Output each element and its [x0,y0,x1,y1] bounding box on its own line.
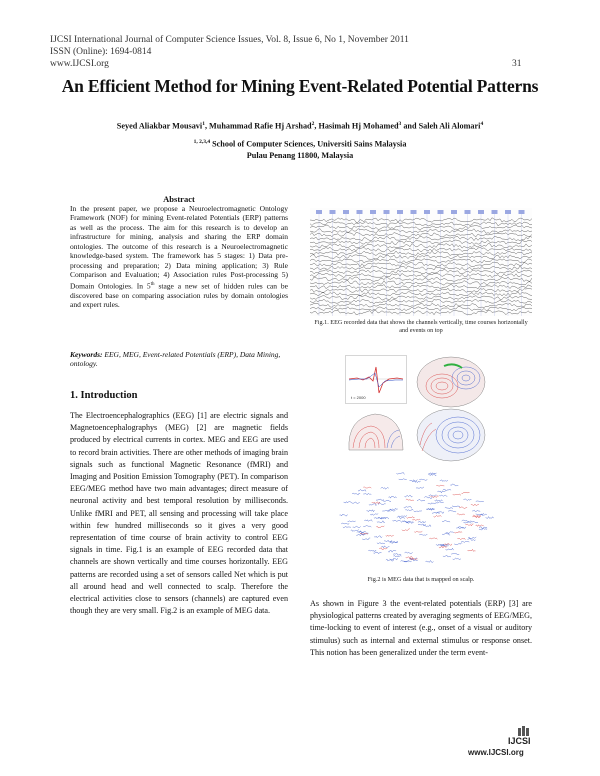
meg-sensor-trace [418,521,426,523]
keywords-label: Keywords: [70,350,103,359]
meg-sensor-trace [414,531,422,532]
meg-sensor-trace [463,499,471,501]
author-sup: 4 [480,121,484,127]
meg-sensor-trace [442,520,450,522]
meg-sensor-trace [343,526,351,527]
eeg-channel-trace [310,236,532,241]
meg-sensor-trace [412,519,420,520]
meg-sensor-trace [393,555,401,556]
eeg-channel-trace [310,273,532,278]
meg-sensor-trace [405,552,413,554]
event-marker [424,210,430,214]
meg-sensor-trace [436,485,444,486]
meg-sensor-trace [457,514,465,515]
eeg-channel-trace [310,281,532,286]
meg-sensor-trace [437,491,445,493]
meg-sensor-trace [353,526,361,528]
meg-sensor-trace [352,493,360,495]
meg-sensor-trace [423,525,431,527]
meg-sensor-trace [417,499,425,501]
meg-sensor-trace [358,490,366,492]
meg-sensor-trace [476,525,484,527]
affiliation [0,137,600,161]
meg-sensor-trace [367,510,375,512]
meg-sensor-trace [393,554,401,556]
meg-sensor-trace [389,496,397,498]
meg-sensor-trace [407,517,415,519]
meg-sensor-trace [370,513,378,515]
meg-sensor-trace [381,546,389,548]
meg-sensor-trace [341,523,349,524]
meg-sensor-layout [338,468,494,572]
meg-sensor-trace [453,494,461,495]
meg-sensor-trace [393,520,401,521]
meg-sensor-trace [379,548,387,550]
event-marker [357,210,363,214]
meg-sensor-trace [351,530,359,532]
page-number: 31 [512,59,522,69]
meg-sensor-trace [376,526,384,528]
meg-sensor-trace [443,489,451,491]
meg-sensor-trace [451,553,459,554]
meg-sensor-trace [416,487,424,489]
meg-sensor-trace [468,549,476,551]
meg-sensor-trace [405,496,413,498]
meg-sensor-trace [374,552,382,554]
author-name: Muhammad Rafie Hj Arshad [209,121,312,131]
meg-sensor-trace [468,537,476,539]
meg-sensor-trace [419,479,427,480]
eeg-channel-trace [310,270,532,275]
right-column-text: As shown in Figure 3 the event-related potentials (ERP) [3] are physiological patterns created by averaging segments of EEG/MEG, time-locking to event of interest (e.g., onset of a visual or auditory stimulus) such as internal and external stimulus or response onset. This notion has been generalized under the term event- [310,599,532,657]
eeg-figure [310,208,532,316]
meg-sensor-trace [405,509,413,511]
event-marker [465,210,471,214]
meg-sensor-trace [486,517,494,519]
meg-sensor-trace [434,516,442,518]
meg-scalp-map-top [414,352,489,410]
meg-sensor-trace [406,557,414,559]
meg-sensor-trace [448,510,456,512]
meg-sensor-trace [376,499,384,501]
meg-sensor-trace [439,495,447,496]
eeg-channel-trace [310,251,532,256]
meg-sensor-trace [454,543,462,545]
meg-sensor-trace [382,510,390,511]
meg-sensor-trace [426,561,434,563]
meg-sensor-trace [401,521,409,522]
meg-sensor-trace [363,493,371,494]
event-marker [505,210,511,214]
event-marker [316,210,322,214]
keywords [70,350,288,369]
meg-sensor-trace [464,522,472,523]
meg-sensor-trace [388,550,396,552]
meg-sensor-trace [406,499,414,501]
journal-url: www.IJCSI.org [50,59,109,69]
meg-sensor-trace [399,515,407,517]
eeg-channel-trace [310,310,532,315]
meg-sensor-trace [404,507,412,509]
event-marker [519,210,525,214]
and-word: and [403,121,417,131]
affil-sup: 1, 2,3,4 [193,139,211,145]
eeg-channel-trace [310,247,532,252]
abstract-body: In the present paper, we propose a Neuroelectromagnetic Ontology Framework (NOF) for mining Event-related Potentials (ERP) patterns as well as the process. The aim for this research is to develop an infrastructure for mining, analysis and sharing the ERP domain ontologies. The outcome of this research is a Neuroelectromagnetic knowledge-based system. The framework has 5 stages: 1) Data pre-processing and preparation; 2) Data mining application; 3) Rule Comparison and Evaluation; 4) Association rules Post-processing 5) Domain Ontologies. In 5 [70,204,288,291]
eeg-channel-trace [310,255,532,260]
meg-sensor-trace [419,534,427,535]
meg-sensor-trace [372,502,380,504]
meg-sensor-trace [386,535,394,537]
event-marker [397,210,403,214]
meg-sensor-trace [381,487,389,489]
meg-sensor-trace [439,546,447,548]
journal-line: IJCSI International Journal of Computer Science Issues, Vol. 8, Issue 6, No 1, November 2011 [50,35,409,45]
meg-sensor-trace [390,508,398,510]
meg-sensor-trace [429,538,437,540]
event-marker [411,210,417,214]
eeg-channel-trace [310,307,532,311]
eeg-channel-trace [310,266,532,271]
meg-sensor-trace [377,542,385,543]
abstract-sup: th [150,281,155,287]
inset-label: t = 2000 [351,395,366,400]
meg-sensor-trace [461,542,469,543]
meg-sensor-trace [446,548,454,550]
meg-sensor-trace [476,513,484,515]
introduction-text: The Electroencephalographics (EEG) [1] are electric signals and Magnetoencephalographys (MEG) [2] are magnetic fields produced by electrical currents in cortex. MEG and EEG are used to record brain activities. There are other methods of imaging brain signals such as functional Magnetic Resonance (fMRI) and Imaging and Position Emission Tomography (PET). In comparison EEG/MEG method have two main advantages; direct measure of neuronal activity and best temporal resolution by milliseconds. Unlike fMRI and PET, all sensing and processing will take place within few hundred milliseconds so it gives a very good representation of time course of brain activity to control EEG signals in time. Fig.1 is an example of EEG recorded data that channels are shown vertically and time courses horizontally. EEG patterns are recorded using a set of sensors called Net which is put all around head and well connected to scalp. Therefore the electrical activities close to sensors (channels) are captured even though they are very small. Fig.2 is an example of MEG data. [70,411,288,616]
meg-sensor-trace [459,507,467,509]
author-name: Saleh Ali Alomari [418,121,481,131]
author-sup: 3 [398,121,402,127]
meg-waveform-inset [345,355,407,404]
author-sup: 1 [202,121,205,127]
meg-sensor-trace [454,531,462,533]
meg-sensor-trace [476,501,484,502]
event-marker [370,210,376,214]
meg-sensor-trace [364,520,372,522]
eeg-channel-trace [310,240,532,245]
meg-sensor-trace [462,520,470,522]
meg-sensor-trace [472,510,480,512]
eeg-channel-trace [310,299,532,304]
meg-sensor-trace [435,500,443,502]
meg-scalp-map-side [345,410,407,455]
meg-sensor-trace [450,484,458,486]
eeg-channel-trace [310,285,532,289]
logo-name: IJCSI [508,736,531,746]
meg-sensor-trace [452,506,460,507]
eeg-channel-trace [310,229,532,234]
running-header [50,34,409,70]
meg-sensor-trace [340,514,348,516]
eeg-channel-trace [310,277,532,282]
fig1-caption: Fig.1. EEG recorded data that shows the channels vertically, time courses horizontally and events on top [314,319,528,335]
event-marker [330,210,336,214]
meg-sensor-trace [453,558,461,560]
meg-sensor-trace [465,524,473,526]
meg-sensor-trace [446,532,454,534]
meg-sensor-trace [397,517,405,519]
meg-sensor-trace [348,521,356,522]
eeg-channel-trace [310,222,532,227]
meg-sensor-trace [440,480,448,482]
eeg-channel-trace [310,262,532,267]
meg-sensor-trace [402,529,410,531]
logo-url: www.IJCSI.org [468,748,524,757]
event-marker [451,210,457,214]
meg-sensor-trace [383,500,391,501]
author-name: Seyed Aliakbar Mousavi [116,121,203,131]
meg-sensor-trace [424,497,432,499]
fig2-caption: Fig.2 is MEG data that is mapped on scalp. [367,576,475,583]
meg-sensor-trace [468,539,476,541]
event-marker [384,210,390,214]
meg-sensor-trace [471,504,479,505]
meg-sensor-trace [363,526,371,527]
eeg-channel-trace [310,218,532,223]
meg-sensor-trace [445,507,453,509]
eeg-channel-trace [310,296,532,301]
author-list: Seyed Aliakbar Mousavi$^1$, Muhammad Rafie Hj Arshad$^2$, Hasimah Hj Mohamed$^3$ and Saleh Ali Alomari$^4$ [116,121,484,131]
issn-line: ISSN (Online): 1694-0814 [50,47,152,57]
eeg-channel-trace [310,303,532,307]
meg-sensor-trace [363,487,371,488]
paper-title: An Efficient Method for Mining Event-Related Potential Patterns [61,76,539,96]
abstract-heading: Abstract [163,194,195,204]
event-marker [438,210,444,214]
meg-sensor-trace [428,503,436,505]
abstract-body-cont: stage a new set of hidden rules can be discovered base on comparing association rules by domain ontologies and expert rules. [70,281,288,310]
abstract-text [70,204,288,309]
affil-line-2: Pulau Penang 11800, Malaysia [246,150,354,160]
eeg-channel-trace [310,244,532,249]
event-marker [343,210,349,214]
meg-sensor-trace [362,538,370,540]
meg-sensor-trace [443,555,451,557]
eeg-channel-trace [310,288,532,292]
meg-sensor-trace [413,481,421,483]
meg-sensor-trace [470,521,478,523]
meg-sensor-trace [462,492,470,493]
meg-scalp-map-back [414,405,489,463]
meg-sensor-trace [429,473,437,474]
section-heading-introduction: 1. Introduction [70,390,138,401]
keywords-list: EEG, MEG, Event-related Potentials (ERP), Data Mining, ontology. [70,350,281,369]
meg-sensor-trace [436,502,444,503]
meg-sensor-trace [414,511,422,512]
meg-sensor-trace [429,495,437,496]
meg-sensor-trace [344,502,352,504]
meg-sensor-trace [368,550,376,552]
eeg-channel-trace [310,292,532,296]
meg-sensor-trace [399,479,407,480]
meg-sensor-trace [374,536,382,538]
event-marker [492,210,498,214]
meg-sensor-trace [352,502,360,503]
meg-sensor-trace [396,473,404,475]
author-name: Hasimah Hj Mohamed [318,121,399,131]
author-sup: 2 [311,121,315,127]
meg-sensor-trace [457,538,465,539]
event-marker [478,210,484,214]
affil-line-1: School of Computer Sciences, Universiti Sains Malaysia [212,139,407,149]
meg-sensor-trace [377,521,385,523]
eeg-channel-trace [310,225,532,230]
